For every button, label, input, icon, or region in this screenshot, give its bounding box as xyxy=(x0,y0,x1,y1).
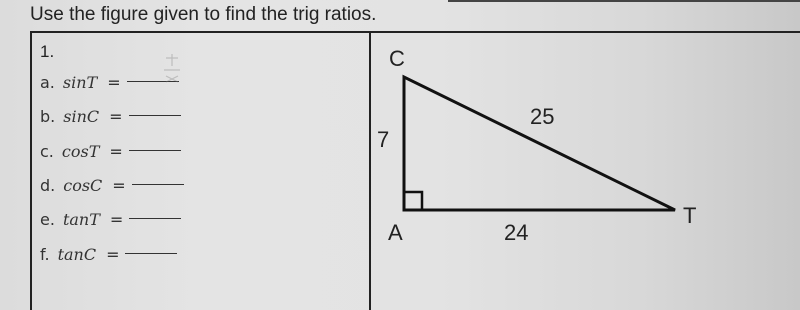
equals-sign: = xyxy=(106,245,120,264)
answer-blank[interactable] xyxy=(129,115,181,116)
question-f xyxy=(40,245,177,269)
pencil-marks xyxy=(158,52,188,86)
question-expression: tanC xyxy=(57,245,97,264)
question-label: c. xyxy=(40,142,54,161)
equals-sign: = xyxy=(109,107,123,126)
answer-blank[interactable] xyxy=(129,218,181,219)
equals-sign: = xyxy=(112,176,126,195)
triangle xyxy=(404,77,675,210)
top-rule xyxy=(448,0,800,2)
vertex-label-c: C xyxy=(389,46,405,71)
answer-blank[interactable] xyxy=(129,150,181,151)
question-expression: sinC xyxy=(63,107,100,126)
vertex-label-t: T xyxy=(683,203,697,228)
side-label-base: 24 xyxy=(504,220,529,245)
equals-sign: = xyxy=(109,142,123,161)
question-label: e. xyxy=(40,210,55,229)
question-expression: tanT xyxy=(62,210,100,229)
question-label: a. xyxy=(40,73,55,92)
question-expression: cosC xyxy=(63,176,103,195)
side-label-hypotenuse: 25 xyxy=(530,104,555,129)
right-triangle-figure xyxy=(371,33,800,308)
side-label-vertical: 7 xyxy=(377,127,390,152)
answer-blank[interactable] xyxy=(132,184,184,185)
question-label: b. xyxy=(40,107,56,126)
question-expression: sinT xyxy=(62,73,98,92)
question-d xyxy=(40,176,184,200)
question-c xyxy=(40,142,181,166)
vertex-label-a: A xyxy=(388,220,403,245)
question-expression: cosT xyxy=(61,142,100,161)
right-angle-marker xyxy=(404,192,422,210)
instructions-text: Use the figure given to find the trig ratios. xyxy=(30,4,377,25)
problem-number: 1. xyxy=(40,42,55,61)
answer-blank[interactable] xyxy=(125,253,177,254)
question-e xyxy=(40,210,181,234)
equals-sign: = xyxy=(109,210,124,229)
question-b xyxy=(40,107,181,131)
question-label: d. xyxy=(40,176,56,195)
equals-sign: = xyxy=(107,73,121,92)
question-label: f. xyxy=(40,245,50,264)
